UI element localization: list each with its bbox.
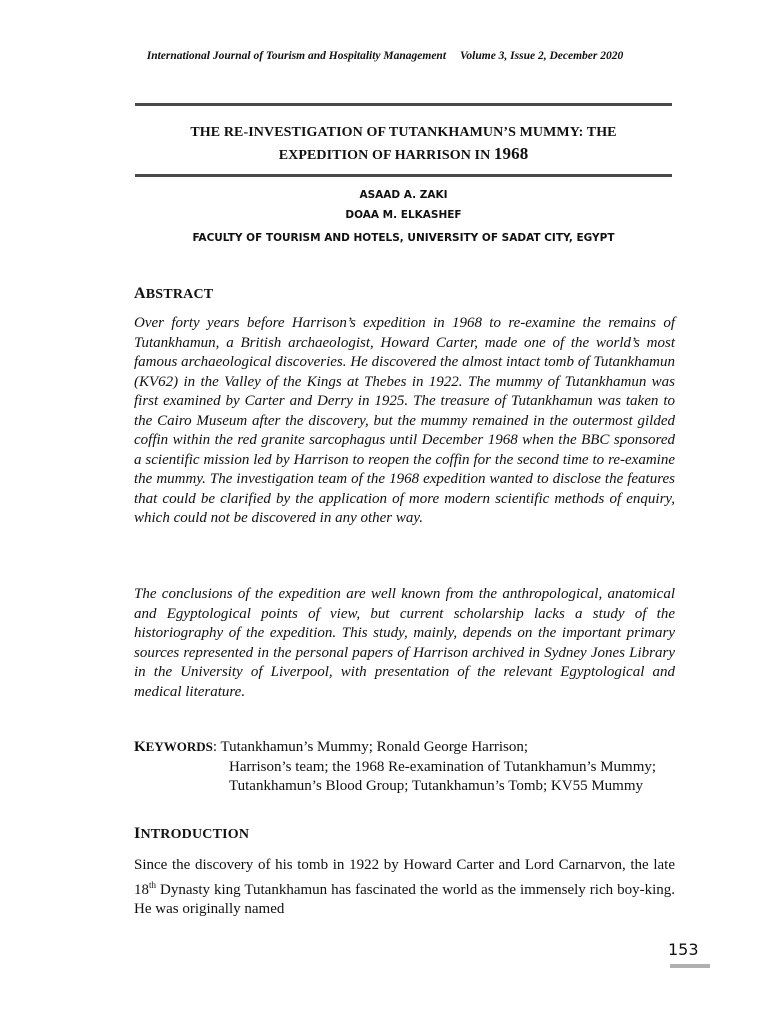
abstract-heading xyxy=(134,285,213,303)
running-header xyxy=(0,50,770,62)
intro-superscript: th xyxy=(149,879,157,890)
introduction-heading-initial: I xyxy=(134,825,141,842)
author-2: DOAA M. ELKASHEF xyxy=(345,209,462,221)
journal-name: International Journal of Tourism and Hospitality Management xyxy=(146,50,447,62)
title-line-2-text: EXPEDITION OF HARRISON IN xyxy=(278,148,494,163)
issue-info: Volume 3, Issue 2, December 2020 xyxy=(460,50,624,62)
title-bottom-rule xyxy=(135,174,672,177)
abstract-heading-initial: A xyxy=(134,285,146,302)
intro-text-before: Since the discovery of his tomb in 1922 by Howard Carter and Lord Carnarvon, the late 18 xyxy=(134,857,675,898)
affiliation: FACULTY OF TOURISM AND HOTELS, UNIVERSITY OF SADAT CITY, EGYPT xyxy=(192,232,615,244)
title-line-1: THE RE-INVESTIGATION OF TUTANKHAMUN’S MUMMY: THE xyxy=(190,125,617,140)
introduction-heading-rest: NTRODUCTION xyxy=(140,827,250,842)
author-1: ASAAD A. ZAKI xyxy=(359,189,448,201)
abstract-heading-rest: BSTRACT xyxy=(145,287,214,302)
abstract-paragraph-1: Over forty years before Harrison’s expedition in 1968 to re-examine the remains of Tutankhamun, a British archaeologist, Howard Carter, made one of the world’s most famous archaeological discoveries. He discovered the almost intact tomb of Tutankhamun (KV62) in the Valley of the Kings at Thebes in 1922. The mummy of Tutankhamun was first examined by Carter and Derry in 1925. The treasure of Tutankhamun was taken to the Cairo Museum after the discovery, but the mummy remained in the outermost gilded coffin within the red granite sarcophagus until December 1968 when the BBC sponsored a scientific mission led by Harrison to reopen the coffin for the second time to re-examine the mummy. The investigation team of the 1968 expedition wanted to disclose the features that could be clarified by the application of more modern scientific methods of enquiry, which could not be discovered in any other way. xyxy=(134,315,675,526)
page-number: 153 xyxy=(668,940,699,959)
author-block xyxy=(135,185,672,248)
intro-text-after: Dynasty king Tutankhamun has fascinated the world as the immensely rich boy-king. He was originally named xyxy=(134,881,675,917)
introduction-heading xyxy=(134,825,249,843)
introduction-paragraph xyxy=(134,856,675,920)
title-line-2 xyxy=(135,143,672,166)
title-year: 1968 xyxy=(493,144,529,163)
keywords-label xyxy=(134,739,213,754)
keywords-line-1: : Tutankhamun’s Mummy; Ronald George Harrison; xyxy=(212,739,528,755)
page-number-bar xyxy=(670,964,710,968)
keywords-label-rest: EYWORDS xyxy=(145,739,213,754)
keywords xyxy=(134,737,675,797)
keywords-rest: Harrison’s team; the 1968 Re-examination of Tutankhamun’s Mummy; Tutankhamun’s Blood Group; Tutankhamun’s Tomb; KV55 Mummy xyxy=(229,758,657,794)
paper-title xyxy=(135,122,672,166)
abstract-paragraph-2: The conclusions of the expedition are well known from the anthropological, anatomical and Egyptological points of view, but current scholarship lacks a study of the historiography of the expedition. This study, mainly, depends on the important primary sources represented in the personal papers of Harrison archived in Sydney Jones Library in the University of Liverpool, with presentation of the relevant Egyptological and medical literature. xyxy=(134,586,675,700)
title-top-rule xyxy=(135,103,672,106)
keywords-label-initial: K xyxy=(134,739,146,755)
